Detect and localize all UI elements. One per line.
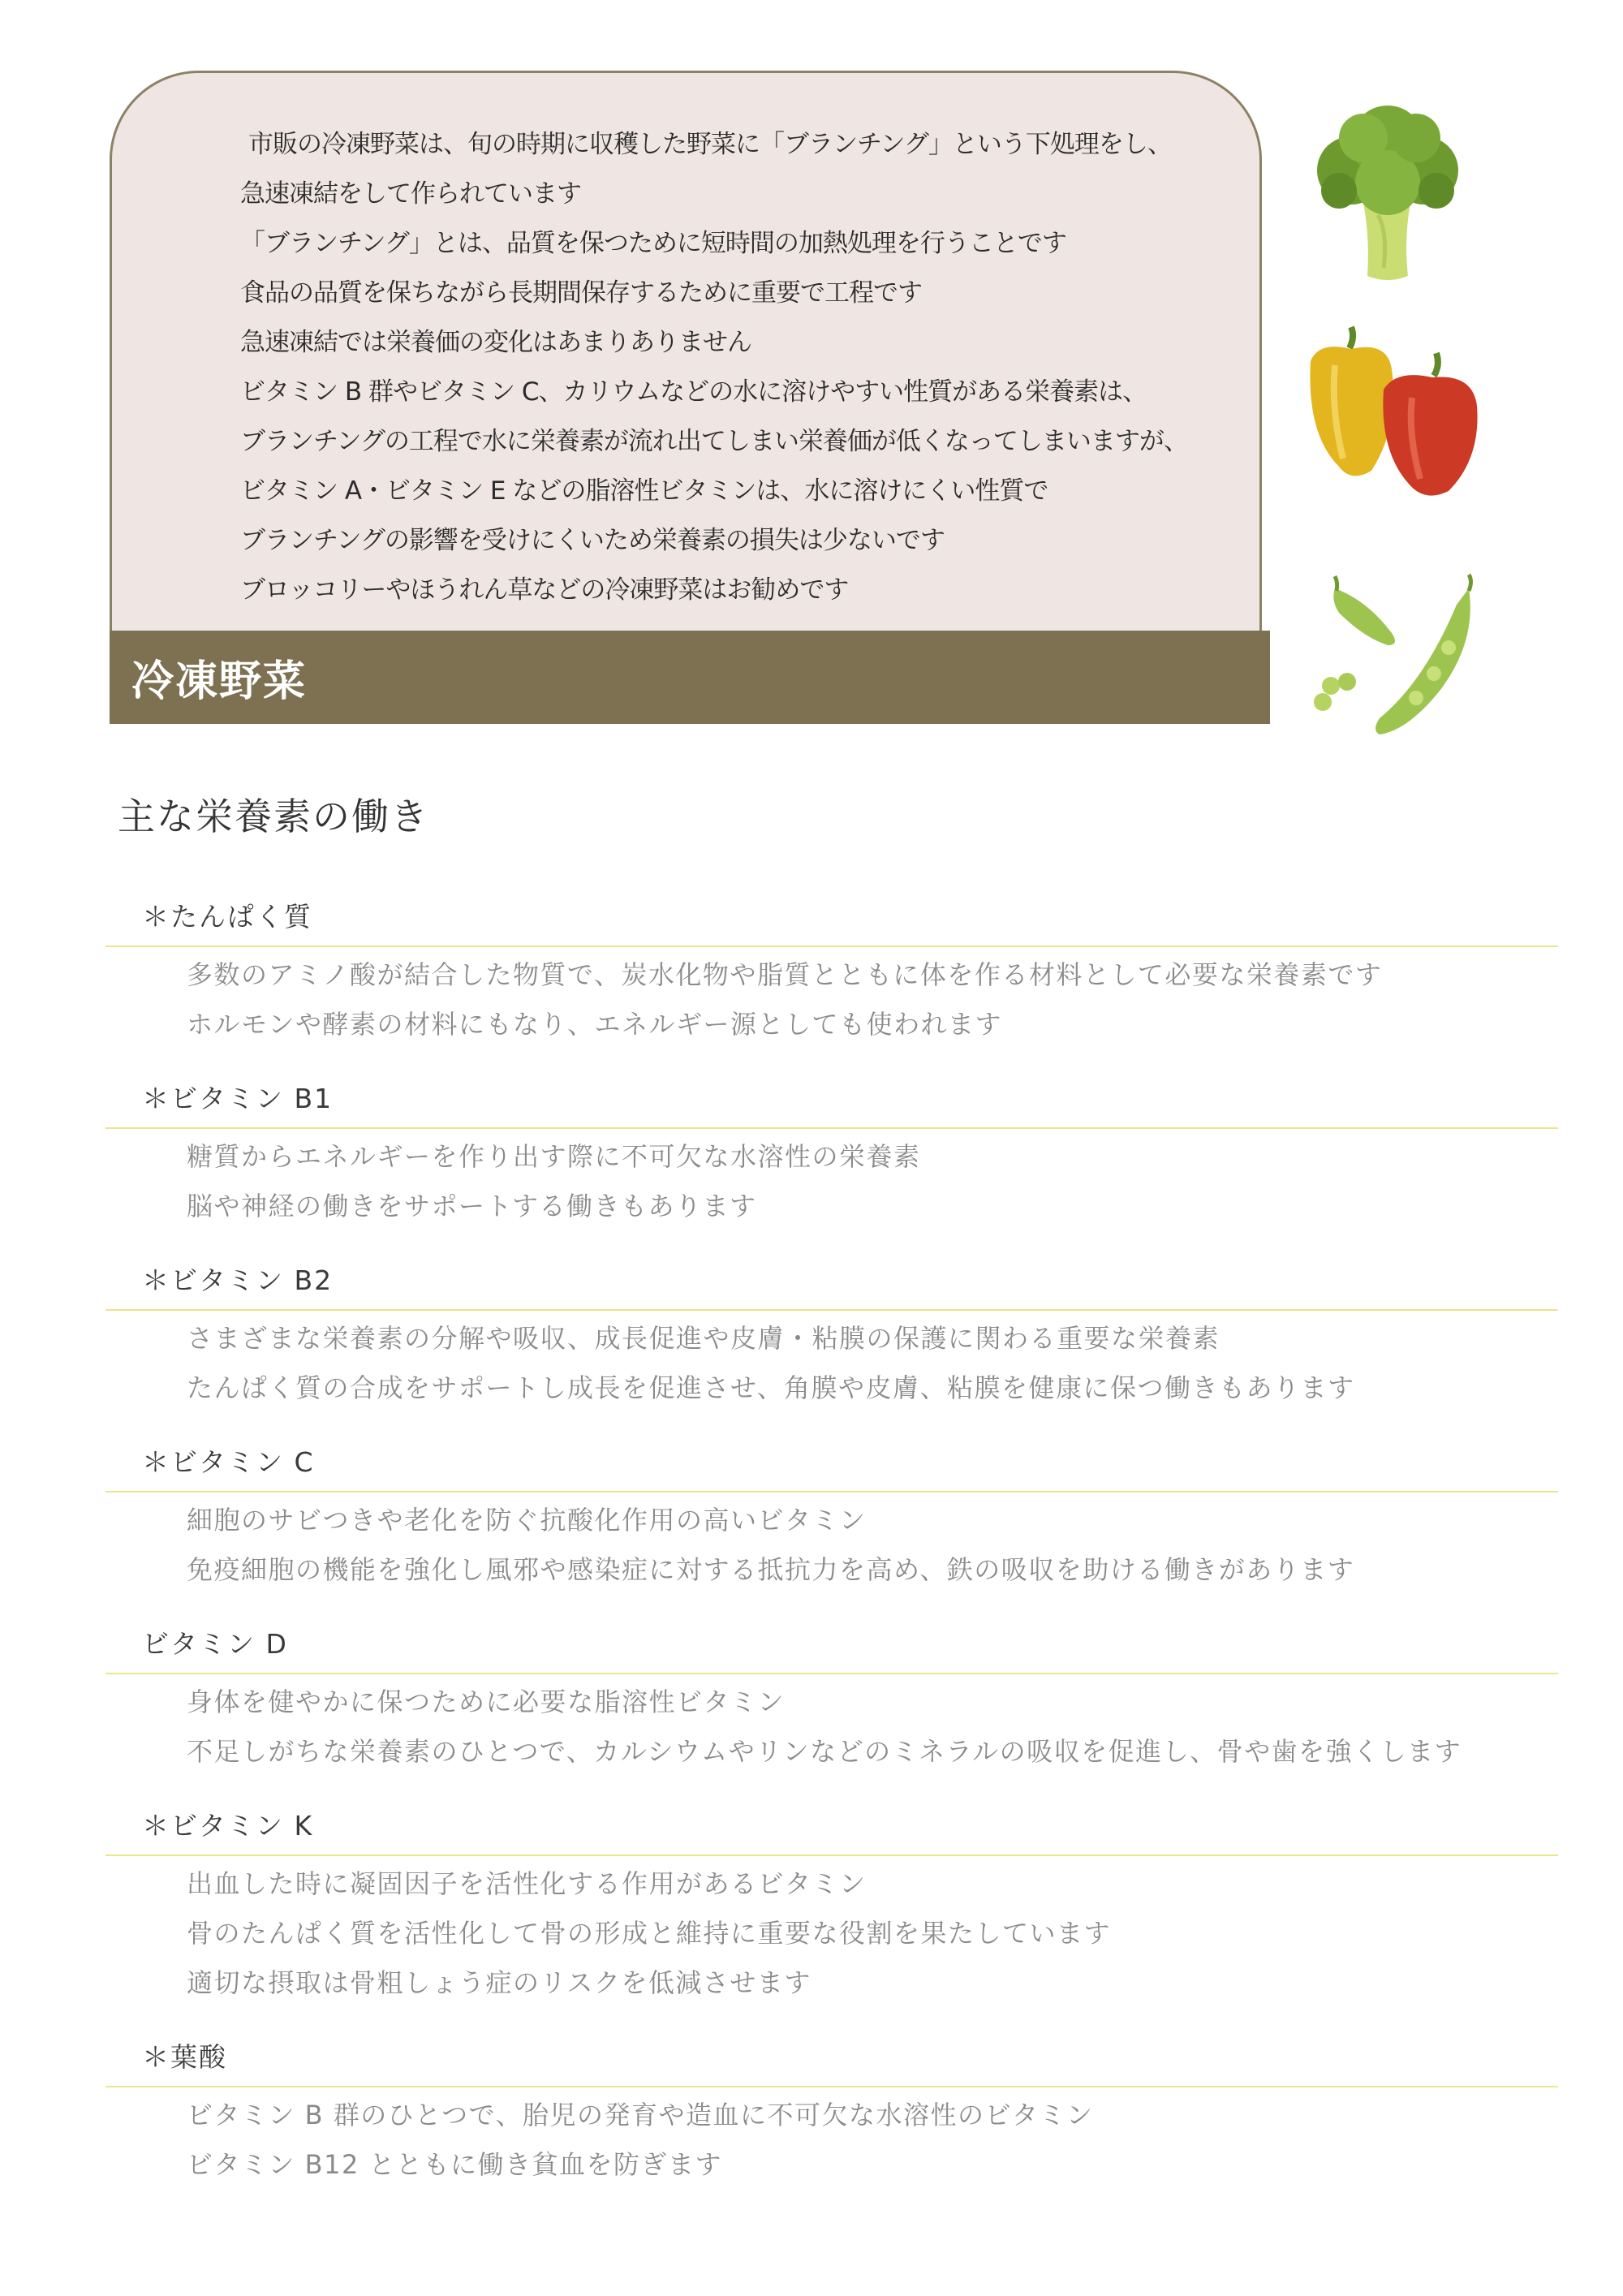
intro-line: ブロッコリーやほうれん草などの冷凍野菜はお勧めです bbox=[240, 575, 849, 605]
nutrient-vitamin-k bbox=[105, 1798, 1558, 2008]
nutrient-text: 細胞のサビつきや老化を防ぐ抗酸化作用の高いビタミン bbox=[187, 1505, 867, 1536]
nutrient-list bbox=[105, 889, 1558, 2211]
intro-box bbox=[110, 71, 1262, 631]
nutrient-text: ホルモンや酵素の材料にもなり、エネルギー源としても使われます bbox=[187, 1009, 1003, 1040]
nutrient-text: たんぱく質の合成をサポートし成長を促進させ、角膜や皮膚、粘膜を健康に保つ働きもあります bbox=[187, 1372, 1355, 1403]
nutrient-vitamin-b2 bbox=[105, 1252, 1558, 1413]
nutrient-heading: ビタミン D bbox=[105, 1616, 1558, 1674]
intro-line: 急速凍結では栄養価の変化はあまりありません bbox=[240, 328, 751, 357]
nutrient-text: 骨のたんぱく質を活性化して骨の形成と維持に重要な役割を果たしています bbox=[187, 1918, 1112, 1949]
pea-pod-icon bbox=[1302, 568, 1489, 743]
nutrient-text: 多数のアミノ酸が結合した物質で、炭水化物や脂質とともに体を作る材料として必要な栄養素です bbox=[187, 959, 1383, 990]
nutrient-text: 出血した時に凝固因子を活性化する作用があるビタミン bbox=[187, 1868, 867, 1899]
bell-pepper-icon bbox=[1294, 321, 1489, 507]
nutrient-heading: ＊ビタミン B1 bbox=[105, 1070, 1558, 1129]
nutrient-folic-acid bbox=[105, 2029, 1558, 2190]
nutrient-vitamin-b1 bbox=[105, 1070, 1558, 1231]
intro-line: ブランチングの工程で水に栄養素が流れ出てしまい栄養価が低くなってしまいますが、 bbox=[240, 427, 1188, 456]
nutrient-text: 適切な摂取は骨粗しょう症のリスクを低減させます bbox=[187, 1967, 812, 1998]
nutrient-heading: ＊葉酸 bbox=[105, 2029, 1558, 2087]
nutrient-text: 糖質からエネルギーを作り出す際に不可欠な水溶性の栄養素 bbox=[187, 1141, 921, 1172]
nutrient-heading: ＊ビタミン K bbox=[105, 1798, 1558, 1856]
intro-line: 食品の品質を保ちながら長期間保存するために重要で工程です bbox=[240, 278, 922, 308]
intro-line: 市販の冷凍野菜は、旬の時期に収穫した野菜に「ブランチング」という下処理をし、 bbox=[248, 130, 1172, 159]
nutrient-heading: ＊ビタミン B2 bbox=[105, 1252, 1558, 1311]
page-title: 冷凍野菜 bbox=[131, 657, 308, 706]
nutrient-text: さまざまな栄養素の分解や吸収、成長促進や皮膚・粘膜の保護に関わる重要な栄養素 bbox=[187, 1323, 1220, 1354]
intro-line: ビタミン A・ビタミン E などの脂溶性ビタミンは、水に溶けにくい性質で bbox=[240, 476, 1048, 506]
intro-line: ビタミン B 群やビタミン C、カリウムなどの水に溶けやすい性質がある栄養素は、 bbox=[240, 377, 1147, 407]
nutrient-vitamin-d bbox=[105, 1616, 1558, 1777]
intro-text bbox=[240, 120, 1188, 615]
nutrient-heading: ＊たんぱく質 bbox=[105, 889, 1558, 947]
intro-line: 「ブランチング」とは、品質を保つために短時間の加熱処理を行うことです bbox=[240, 229, 1066, 258]
nutrient-text: ビタミン B 群のひとつで、胎児の発育や造血に不可欠な水溶性のビタミン bbox=[187, 2100, 1094, 2130]
nutrient-heading: ＊ビタミン C bbox=[105, 1434, 1558, 1493]
nutrient-protein bbox=[105, 889, 1558, 1049]
title-band bbox=[110, 631, 1270, 724]
intro-line: ブランチングの影響を受けにくいため栄養素の損失は少ないです bbox=[240, 526, 945, 555]
broccoli-icon bbox=[1307, 93, 1469, 288]
section-heading: 主な栄養素の働き bbox=[118, 795, 429, 838]
nutrient-text: 身体を健やかに保つために必要な脂溶性ビタミン bbox=[187, 1686, 786, 1717]
nutrient-text: 不足しがちな栄養素のひとつで、カルシウムやリンなどのミネラルの吸収を促進し、骨や歯を強くします bbox=[187, 1736, 1462, 1767]
nutrient-vitamin-c bbox=[105, 1434, 1558, 1595]
intro-line: 急速凍結をして作られています bbox=[240, 179, 581, 209]
nutrient-text: ビタミン B12 とともに働き貧血を防ぎます bbox=[187, 2149, 723, 2180]
nutrient-text: 免疫細胞の機能を強化し風邪や感染症に対する抵抗力を高め、鉄の吸収を助ける働きがあります bbox=[187, 1554, 1355, 1585]
nutrient-text: 脳や神経の働きをサポートする働きもあります bbox=[187, 1191, 757, 1221]
